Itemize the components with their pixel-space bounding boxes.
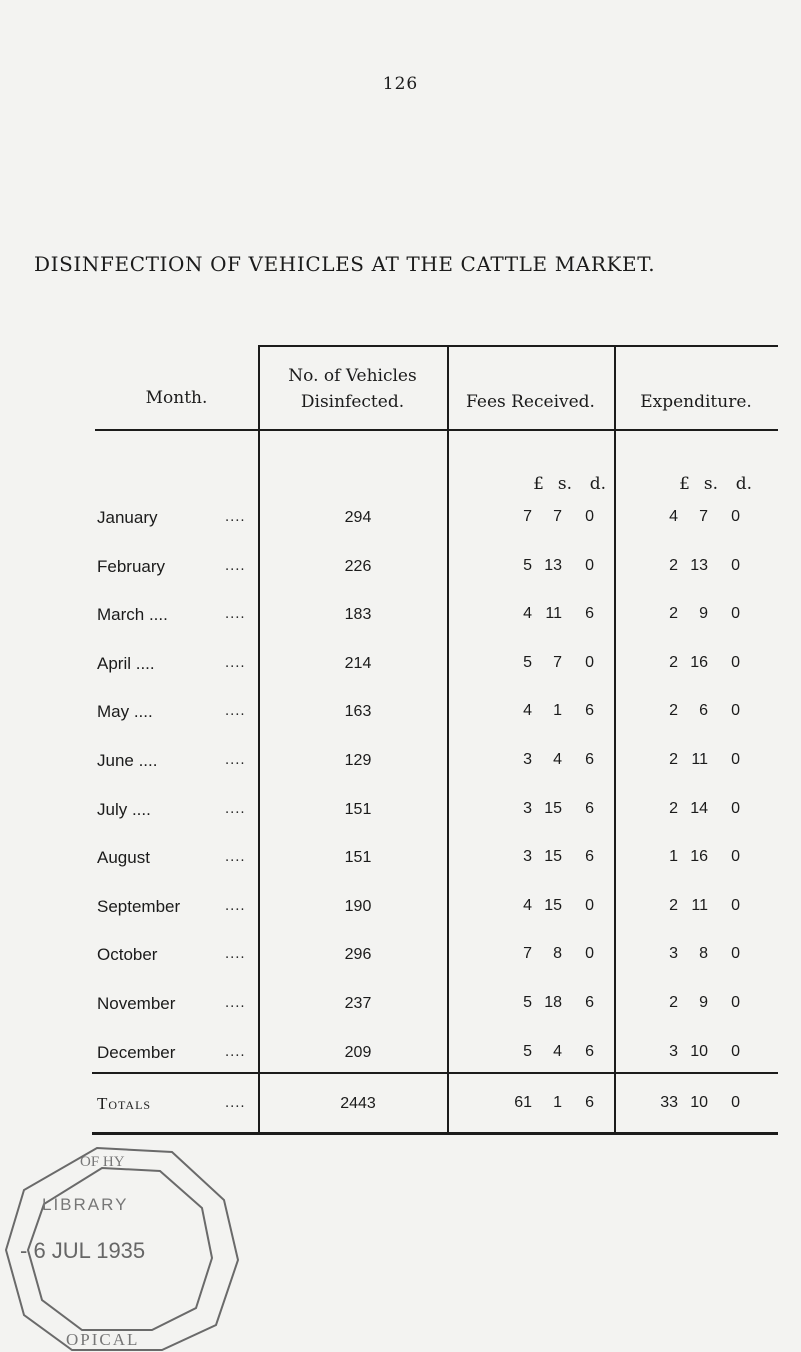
- vehicles-count: 237: [344, 995, 372, 1012]
- fees-amount-pounds: 4: [523, 702, 532, 720]
- fees-amount-pence: 0: [585, 896, 594, 914]
- fees-amount-pence: 0: [585, 653, 594, 671]
- total-expenditure-pence: 0: [731, 1094, 740, 1111]
- expenditure-amount: [656, 1043, 740, 1061]
- leader-dots: ....: [225, 996, 246, 1011]
- expenditure-amount: [656, 848, 740, 866]
- month-label: July ....: [97, 799, 151, 819]
- expenditure-amount: [656, 508, 740, 526]
- expenditure-amount: [656, 994, 740, 1012]
- total-fees: [510, 1094, 594, 1112]
- stamp-middle-text: LIBRARY: [42, 1195, 129, 1214]
- vehicles-count: 183: [344, 606, 372, 624]
- expenditure-amount-shillings: 6: [699, 702, 708, 720]
- expenditure-amount: [656, 654, 740, 672]
- fees-amount-pounds: 3: [523, 848, 532, 866]
- expenditure-amount-pounds: 2: [669, 896, 678, 914]
- header-vehicles-line1: No. of Vehicles: [288, 366, 417, 386]
- month-label: September: [97, 896, 181, 916]
- column-divider-1: [258, 345, 260, 1133]
- leader-dots: ....: [225, 801, 246, 817]
- header-fees: Fees Received.: [466, 392, 595, 412]
- expenditure-unit-row: [668, 474, 752, 494]
- stamp-top-text: OF HY: [80, 1154, 125, 1170]
- fees-amount-pounds: 5: [523, 1042, 532, 1060]
- total-expenditure-pounds: 33: [660, 1094, 678, 1111]
- fees-amount: [510, 508, 594, 526]
- fees-amount-pence: 6: [585, 1042, 594, 1060]
- fees-amount-shillings: 15: [544, 896, 562, 914]
- expenditure-amount-pence: 0: [731, 556, 740, 574]
- expenditure-amount-shillings: 16: [690, 653, 708, 671]
- total-vehicles: 2443: [340, 1095, 376, 1112]
- fees-amount-pence: 0: [585, 945, 594, 963]
- leader-dots: ....: [225, 558, 246, 574]
- fees-amount: [510, 605, 594, 623]
- expenditure-amount: [656, 702, 740, 720]
- leader-dots: ....: [225, 510, 246, 525]
- total-expenditure: [656, 1094, 740, 1112]
- exp-pence-unit: d.: [735, 474, 752, 494]
- fees-shilling-unit: s.: [557, 474, 572, 494]
- fees-amount-shillings: 4: [553, 751, 562, 768]
- expenditure-amount: [656, 605, 740, 623]
- expenditure-amount-pence: 0: [731, 508, 740, 525]
- expenditure-amount: [656, 557, 740, 575]
- header-expenditure: Expenditure.: [640, 392, 752, 412]
- expenditure-amount-shillings: 11: [691, 751, 708, 768]
- fees-amount-pounds: 3: [523, 799, 532, 817]
- vehicles-count: 190: [344, 897, 372, 915]
- stamp-bottom-text: OPICAL: [66, 1330, 140, 1349]
- fees-amount-pounds: 5: [523, 653, 532, 671]
- totals-label: Totals: [97, 1094, 152, 1113]
- total-fees-pence: 6: [585, 1094, 594, 1111]
- fees-amount: [510, 702, 594, 720]
- page-number: 126: [382, 74, 419, 94]
- page-title: DISINFECTION OF VEHICLES AT THE CATTLE MARKET.: [34, 252, 656, 276]
- table-top-rule: [258, 345, 778, 347]
- fees-amount-shillings: 11: [545, 605, 562, 623]
- fees-unit-row: [522, 474, 606, 494]
- expenditure-amount-pence: 0: [731, 653, 740, 671]
- expenditure-amount-pence: 0: [731, 751, 740, 768]
- expenditure-amount-shillings: 11: [691, 896, 708, 914]
- fees-pound-unit: £: [533, 474, 544, 494]
- fees-amount-pence: 0: [585, 508, 594, 525]
- fees-amount-shillings: 7: [553, 508, 562, 525]
- header-month: Month.: [145, 388, 208, 408]
- expenditure-amount-pence: 0: [731, 945, 740, 963]
- expenditure-amount-pounds: 3: [669, 1042, 678, 1060]
- expenditure-amount-pounds: 2: [669, 994, 678, 1011]
- fees-amount-shillings: 7: [553, 653, 562, 671]
- leader-dots: ....: [225, 898, 246, 914]
- expenditure-amount-pounds: 2: [669, 653, 678, 671]
- header-vehicles: [258, 363, 447, 415]
- fees-amount: [510, 800, 594, 818]
- vehicles-count: 294: [344, 509, 372, 526]
- month-label: May ....: [97, 702, 153, 722]
- leader-dots: ....: [225, 850, 246, 866]
- fees-amount-pence: 6: [585, 702, 594, 720]
- leader-dots: ....: [225, 607, 246, 623]
- leader-dots: ....: [225, 704, 246, 720]
- exp-pound-unit: £: [679, 474, 690, 494]
- exp-shilling-unit: s.: [703, 474, 718, 494]
- fees-amount-shillings: 13: [544, 556, 562, 574]
- expenditure-amount: [656, 897, 740, 915]
- expenditure-amount-shillings: 9: [699, 994, 708, 1011]
- vehicles-count: 151: [344, 800, 372, 818]
- expenditure-amount-pence: 0: [731, 1042, 740, 1060]
- fees-amount-pence: 6: [585, 799, 594, 817]
- expenditure-amount-pence: 0: [731, 896, 740, 914]
- fees-amount-pounds: 7: [523, 945, 532, 963]
- month-label: August: [97, 848, 150, 868]
- fees-amount: [510, 945, 594, 963]
- expenditure-amount-shillings: 7: [699, 508, 708, 525]
- expenditure-amount: [656, 800, 740, 818]
- fees-amount-shillings: 15: [544, 848, 562, 866]
- expenditure-amount-pounds: 3: [669, 945, 678, 963]
- fees-amount-pence: 6: [585, 751, 594, 768]
- month-label: March ....: [97, 605, 168, 625]
- expenditure-amount-pence: 0: [731, 848, 740, 866]
- fees-amount-pounds: 3: [523, 751, 532, 768]
- fees-pence-unit: d.: [589, 474, 606, 494]
- month-label: February: [97, 556, 166, 576]
- total-expenditure-shillings: 10: [690, 1094, 708, 1111]
- header-vehicles-line2: Disinfected.: [300, 392, 405, 412]
- fees-amount-pounds: 4: [523, 896, 532, 914]
- month-label: April ....: [97, 653, 155, 673]
- expenditure-amount-pounds: 2: [669, 799, 678, 817]
- leader-dots: ....: [225, 1096, 246, 1111]
- expenditure-amount-pounds: 1: [669, 848, 678, 866]
- table-bottom-rule: [92, 1132, 778, 1135]
- fees-amount-pounds: 7: [523, 508, 532, 525]
- stamp-date-text: - 6 JUL 1935: [20, 1238, 146, 1263]
- total-fees-pounds: 61: [514, 1094, 532, 1111]
- expenditure-amount: [656, 751, 740, 769]
- fees-amount-pounds: 4: [523, 605, 532, 623]
- expenditure-amount-pence: 0: [731, 799, 740, 817]
- fees-amount-shillings: 1: [553, 702, 562, 720]
- fees-amount-pence: 0: [585, 556, 594, 574]
- fees-amount: [510, 994, 594, 1012]
- fees-amount-pence: 6: [585, 994, 594, 1011]
- vehicles-count: 214: [344, 654, 372, 672]
- fees-amount-shillings: 8: [553, 945, 562, 963]
- fees-amount: [510, 654, 594, 672]
- expenditure-amount: [656, 945, 740, 963]
- column-divider-3: [614, 345, 616, 1133]
- leader-dots: ....: [225, 1044, 246, 1060]
- leader-dots: ....: [225, 947, 246, 963]
- month-label: December: [97, 1042, 176, 1062]
- expenditure-amount-pounds: 2: [669, 556, 678, 574]
- month-label: January: [97, 508, 158, 527]
- fees-amount: [510, 1043, 594, 1061]
- expenditure-amount-pounds: 2: [669, 605, 678, 623]
- vehicles-count: 163: [344, 703, 372, 721]
- expenditure-amount-pence: 0: [731, 994, 740, 1011]
- expenditure-amount-pounds: 2: [669, 751, 678, 768]
- leader-dots: ....: [225, 753, 246, 768]
- fees-amount-shillings: 4: [553, 1042, 562, 1060]
- vehicles-count: 296: [344, 946, 372, 964]
- fees-amount-pounds: 5: [523, 994, 532, 1011]
- expenditure-amount-shillings: 8: [699, 945, 708, 963]
- fees-amount-pence: 6: [585, 848, 594, 866]
- fees-amount-pounds: 5: [523, 556, 532, 574]
- expenditure-amount-pence: 0: [731, 702, 740, 720]
- leader-dots: ....: [225, 655, 246, 671]
- fees-amount-pence: 6: [585, 605, 594, 623]
- table-header-rule: [95, 429, 778, 431]
- expenditure-amount-shillings: 16: [690, 848, 708, 866]
- expenditure-amount-pence: 0: [731, 605, 740, 623]
- fees-amount-shillings: 18: [544, 994, 562, 1011]
- expenditure-amount-shillings: 13: [690, 556, 708, 574]
- total-fees-shillings: 1: [553, 1094, 562, 1111]
- library-stamp: [2, 1140, 242, 1352]
- expenditure-amount-shillings: 10: [690, 1042, 708, 1060]
- fees-amount: [510, 751, 594, 769]
- fees-amount: [510, 897, 594, 915]
- vehicles-count: 226: [344, 557, 372, 575]
- expenditure-amount-pounds: 2: [669, 702, 678, 720]
- fees-amount-shillings: 15: [544, 799, 562, 817]
- vehicles-count: 129: [344, 752, 372, 769]
- vehicles-count: 209: [344, 1043, 372, 1061]
- column-divider-2: [447, 345, 449, 1133]
- month-label: October: [97, 945, 158, 965]
- vehicles-count: 151: [344, 849, 372, 867]
- expenditure-amount-shillings: 9: [699, 605, 708, 623]
- fees-amount: [510, 557, 594, 575]
- totals-top-rule: [92, 1072, 778, 1074]
- month-label: November: [97, 994, 176, 1013]
- expenditure-amount-shillings: 14: [690, 799, 708, 817]
- month-label: June ....: [97, 751, 158, 770]
- fees-amount: [510, 848, 594, 866]
- expenditure-amount-pounds: 4: [669, 508, 678, 525]
